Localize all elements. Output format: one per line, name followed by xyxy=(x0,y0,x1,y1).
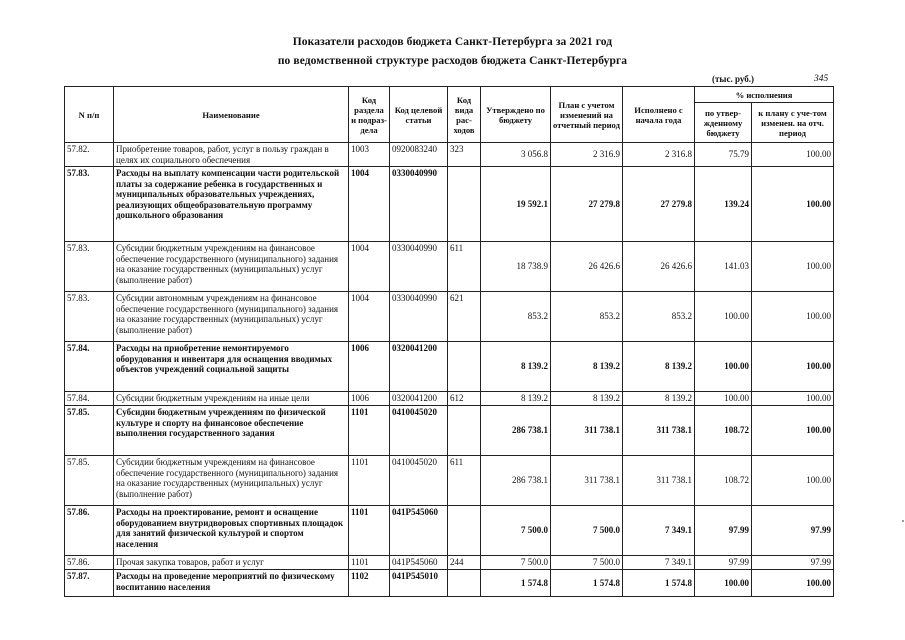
row-target-code: 0410045020 xyxy=(390,456,448,506)
row-type-code: 244 xyxy=(448,556,481,570)
row-plan: 26 426.6 xyxy=(551,242,623,292)
row-number: 57.82. xyxy=(65,143,114,167)
row-executed: 1 574.8 xyxy=(623,570,695,597)
row-name: Прочая закупка товаров, работ и услуг xyxy=(114,556,349,570)
row-pct-plan: 100.00 xyxy=(752,342,834,392)
row-executed: 853.2 xyxy=(623,292,695,342)
row-name: Субсидии автономным учреждениям на финансовое обеспечение государственного (муниципального) задания на оказание государственных (муниципальных) услуг (выполнение работ) xyxy=(114,292,349,342)
table-row xyxy=(65,570,834,597)
header-executed: Исполнено с начала года xyxy=(623,87,695,143)
row-type-code xyxy=(448,406,481,456)
row-approved: 3 056.8 xyxy=(481,143,551,167)
row-pct-approved: 100.00 xyxy=(695,392,752,406)
row-target-code: 041P545010 xyxy=(390,570,448,597)
units-label: (тыс. руб.) xyxy=(712,74,754,84)
header-approved: Утверждено по бюджету xyxy=(481,87,551,143)
page-number: 345 xyxy=(814,74,829,84)
row-number: 57.86. xyxy=(65,556,114,570)
row-number: 57.83. xyxy=(65,167,114,242)
report-title: Показатели расходов бюджета Санкт-Петербурга за 2021 год xyxy=(292,36,613,48)
row-type-code: 621 xyxy=(448,292,481,342)
row-pct-approved: 100.00 xyxy=(695,570,752,597)
scan-speck xyxy=(902,520,904,522)
header-pct-approved: по утвер-жденному бюджету xyxy=(695,103,752,143)
row-pct-plan: 100.00 xyxy=(752,456,834,506)
row-type-code: 611 xyxy=(448,242,481,292)
row-approved: 286 738.1 xyxy=(481,406,551,456)
row-pct-plan: 100.00 xyxy=(752,292,834,342)
row-approved: 853.2 xyxy=(481,292,551,342)
row-approved: 18 738.9 xyxy=(481,242,551,292)
table-row xyxy=(65,456,834,506)
row-type-code: 611 xyxy=(448,456,481,506)
row-section-code: 1101 xyxy=(349,506,390,556)
row-section-code: 1101 xyxy=(349,456,390,506)
header-section: Код раздела и подраз-дела xyxy=(349,87,390,143)
row-approved: 19 592.1 xyxy=(481,167,551,242)
table-row xyxy=(65,506,834,556)
row-number: 57.85. xyxy=(65,456,114,506)
row-pct-approved: 139.24 xyxy=(695,167,752,242)
row-approved: 1 574.8 xyxy=(481,570,551,597)
row-section-code: 1004 xyxy=(349,292,390,342)
row-plan: 7 500.0 xyxy=(551,556,623,570)
row-name: Расходы на выплату компенсации части родительской платы за содержание ребенка в государственных и муниципальных образовательных учреждениях, реализующих общеобразовательную программу дошкольного образования xyxy=(114,167,349,242)
header-pct-group: % исполнения xyxy=(695,87,834,103)
row-pct-approved: 75.79 xyxy=(695,143,752,167)
row-approved: 8 139.2 xyxy=(481,392,551,406)
row-number: 57.87. xyxy=(65,570,114,597)
expenditure-table xyxy=(64,86,834,597)
row-pct-plan: 100.00 xyxy=(752,406,834,456)
row-executed: 311 738.1 xyxy=(623,406,695,456)
row-pct-approved: 97.99 xyxy=(695,506,752,556)
row-pct-approved: 100.00 xyxy=(695,342,752,392)
row-number: 57.83. xyxy=(65,242,114,292)
row-type-code xyxy=(448,342,481,392)
row-section-code: 1004 xyxy=(349,242,390,292)
row-target-code: 041P545060 xyxy=(390,556,448,570)
row-section-code: 1101 xyxy=(349,556,390,570)
row-pct-plan: 100.00 xyxy=(752,167,834,242)
row-type-code: 612 xyxy=(448,392,481,406)
row-section-code: 1102 xyxy=(349,570,390,597)
row-number: 57.84. xyxy=(65,342,114,392)
row-executed: 7 349.1 xyxy=(623,556,695,570)
row-pct-plan: 97.99 xyxy=(752,506,834,556)
header-name: Наименование xyxy=(114,87,349,143)
table-row xyxy=(65,167,834,242)
row-type-code xyxy=(448,570,481,597)
table-row xyxy=(65,406,834,456)
row-approved: 7 500.0 xyxy=(481,556,551,570)
header-plan: План с учетом изменений на отчетный период xyxy=(551,87,623,143)
row-section-code: 1006 xyxy=(349,392,390,406)
table-body xyxy=(65,143,834,597)
row-target-code: 0920083240 xyxy=(390,143,448,167)
table-row xyxy=(65,342,834,392)
header-target: Код целевой статьи xyxy=(390,87,448,143)
row-number: 57.84. xyxy=(65,392,114,406)
row-approved: 8 139.2 xyxy=(481,342,551,392)
table-row xyxy=(65,556,834,570)
row-plan: 27 279.8 xyxy=(551,167,623,242)
row-executed: 2 316.8 xyxy=(623,143,695,167)
row-target-code: 0320041200 xyxy=(390,392,448,406)
row-pct-approved: 97.99 xyxy=(695,556,752,570)
table-row xyxy=(65,292,834,342)
row-target-code: 0410045020 xyxy=(390,406,448,456)
row-pct-plan: 100.00 xyxy=(752,570,834,597)
row-pct-plan: 100.00 xyxy=(752,242,834,292)
row-section-code: 1003 xyxy=(349,143,390,167)
row-type-code xyxy=(448,506,481,556)
row-pct-approved: 108.72 xyxy=(695,456,752,506)
row-pct-plan: 97.99 xyxy=(752,556,834,570)
row-pct-plan: 100.00 xyxy=(752,392,834,406)
row-name: Расходы на проектирование, ремонт и оснащение оборудованием внутридворовых спортивных площадок для занятий физической культурой и спортом населения xyxy=(114,506,349,556)
row-target-code: 0320041200 xyxy=(390,342,448,392)
table-row xyxy=(65,242,834,292)
row-plan: 2 316.9 xyxy=(551,143,623,167)
row-pct-approved: 108.72 xyxy=(695,406,752,456)
table-row xyxy=(65,143,834,167)
header-type: Код вида рас-ходов xyxy=(448,87,481,143)
row-plan: 853.2 xyxy=(551,292,623,342)
row-target-code: 0330040990 xyxy=(390,292,448,342)
table-row xyxy=(65,392,834,406)
row-type-code xyxy=(448,167,481,242)
row-target-code: 0330040990 xyxy=(390,242,448,292)
row-plan: 1 574.8 xyxy=(551,570,623,597)
row-executed: 26 426.6 xyxy=(623,242,695,292)
row-executed: 8 139.2 xyxy=(623,392,695,406)
row-type-code: 323 xyxy=(448,143,481,167)
header-num: N п/п xyxy=(65,87,114,143)
row-name: Субсидии бюджетным учреждениям на финансовое обеспечение государственного (муниципального) задания на оказание государственных (муниципальных) услуг (выполнение работ) xyxy=(114,456,349,506)
row-executed: 311 738.1 xyxy=(623,456,695,506)
row-pct-approved: 100.00 xyxy=(695,292,752,342)
row-plan: 8 139.2 xyxy=(551,342,623,392)
row-approved: 286 738.1 xyxy=(481,456,551,506)
row-name: Приобретение товаров, работ, услуг в пользу граждан в целях их социального обеспечения xyxy=(114,143,349,167)
row-executed: 27 279.8 xyxy=(623,167,695,242)
header-pct-plan: к плану с уче-том изменен. на отч. период xyxy=(752,103,834,143)
row-plan: 7 500.0 xyxy=(551,506,623,556)
row-name: Субсидии бюджетным учреждениям на иные цели xyxy=(114,392,349,406)
row-name: Субсидии бюджетным учреждениям на финансовое обеспечение государственного (муниципального) задания на оказание государственных (муниципальных) услуг (выполнение работ) xyxy=(114,242,349,292)
row-approved: 7 500.0 xyxy=(481,506,551,556)
row-name: Расходы на проведение мероприятий по физическому воспитанию населения xyxy=(114,570,349,597)
row-section-code: 1006 xyxy=(349,342,390,392)
row-number: 57.83. xyxy=(65,292,114,342)
row-number: 57.86. xyxy=(65,506,114,556)
row-executed: 8 139.2 xyxy=(623,342,695,392)
row-plan: 311 738.1 xyxy=(551,406,623,456)
row-name: Расходы на приобретение немонтируемого оборудования и инвентаря для оснащения вводимых объектов учреждений социальной защиты xyxy=(114,342,349,392)
row-pct-approved: 141.03 xyxy=(695,242,752,292)
row-section-code: 1004 xyxy=(349,167,390,242)
row-pct-plan: 100.00 xyxy=(752,143,834,167)
row-plan: 311 738.1 xyxy=(551,456,623,506)
report-subtitle: по ведомственной структуре расходов бюджета Санкт-Петербурга xyxy=(277,55,628,67)
row-number: 57.85. xyxy=(65,406,114,456)
row-target-code: 041P545060 xyxy=(390,506,448,556)
row-section-code: 1101 xyxy=(349,406,390,456)
row-executed: 7 349.1 xyxy=(623,506,695,556)
row-target-code: 0330040990 xyxy=(390,167,448,242)
row-plan: 8 139.2 xyxy=(551,392,623,406)
row-name: Субсидии бюджетным учреждениям по физической культуре и спорту на финансовое обеспечение выполнения государственного задания xyxy=(114,406,349,456)
